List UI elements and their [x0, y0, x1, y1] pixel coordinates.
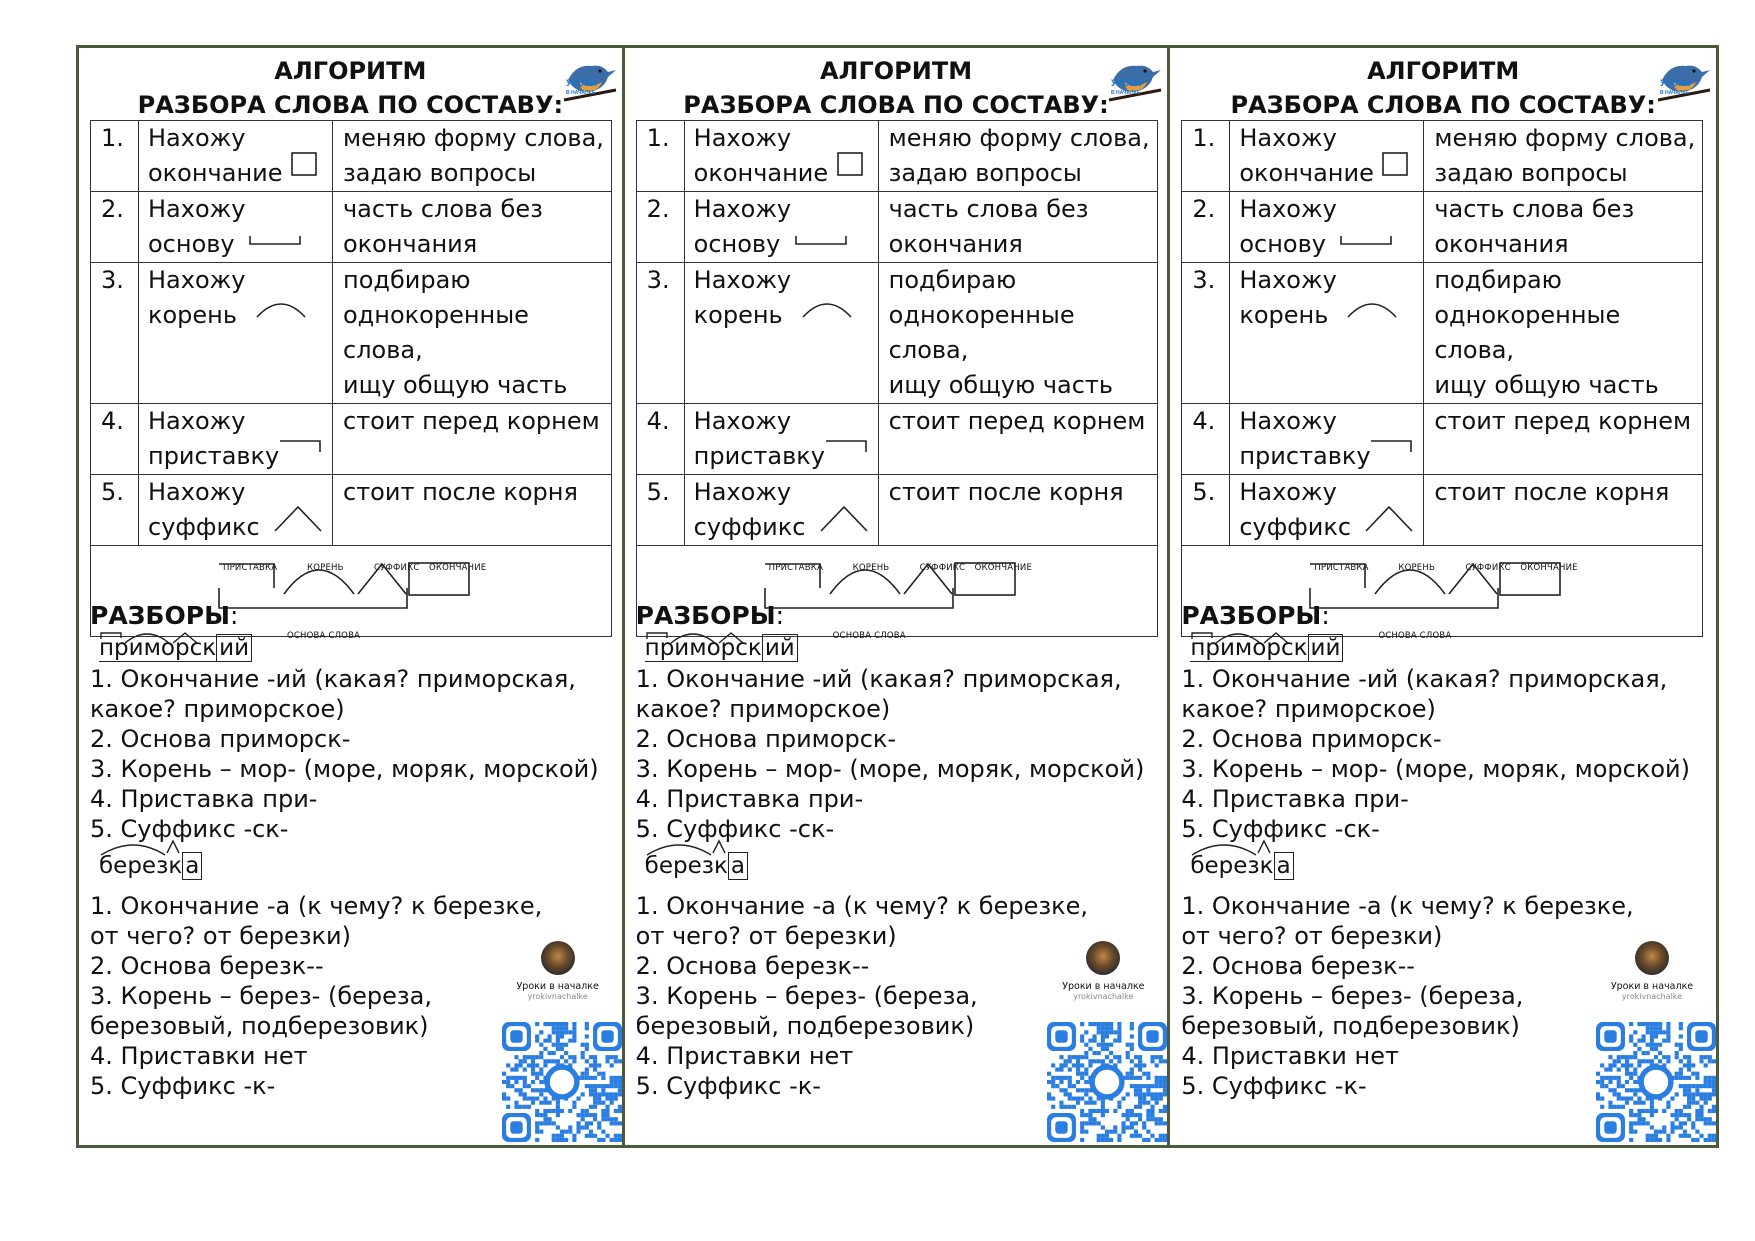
step-action-line: Нахожу	[693, 195, 792, 223]
step-row	[636, 404, 1157, 475]
word1-parsed	[645, 635, 798, 661]
step-action	[1230, 475, 1424, 546]
analysis-line: какое? приморское)	[1181, 695, 1436, 723]
logo-text: УРОКИ	[565, 78, 597, 88]
step-action-line: окончание	[693, 159, 829, 187]
schema-label-ending: ОКОНЧАНИЕ	[974, 563, 1033, 573]
prefix-corner-icon	[1369, 438, 1415, 458]
title-line-2: РАЗБОРА СЛОВА ПО СОСТАВУ:	[137, 91, 564, 119]
step-action-line: Нахожу	[693, 124, 792, 152]
step-action-line: Нахожу	[148, 195, 246, 223]
step-number: 3.	[1182, 263, 1230, 404]
step-action-line: Нахожу	[148, 478, 246, 506]
avatar	[541, 941, 575, 975]
step-description-line: стоит перед корнем	[888, 407, 1146, 435]
qr-code-icon[interactable]	[1047, 1022, 1167, 1142]
algorithm-table	[1181, 120, 1703, 641]
schema-label-stem: ОСНОВА СЛОВА	[1378, 631, 1452, 641]
step-description	[1424, 404, 1703, 475]
step-description-line: меняю форму слова,	[1434, 124, 1696, 152]
ending-box-icon	[836, 151, 866, 179]
step-action-line: Нахожу	[693, 407, 792, 435]
root-arc-icon	[254, 297, 308, 321]
step-action	[139, 404, 333, 475]
analysis-line: 1. Окончание -а (к чему? к березке,	[1181, 892, 1634, 920]
step-number: 2.	[91, 192, 139, 263]
step-action-line: Нахожу	[1239, 195, 1337, 223]
word2-parsed	[1190, 853, 1293, 879]
analysis-line: 1. Окончание -а (к чему? к березке,	[635, 892, 1088, 920]
schema-label-stem: ОСНОВА СЛОВА	[832, 631, 906, 641]
qr-code-icon[interactable]	[502, 1022, 622, 1142]
schema-label-suffix: СУФФИКС	[374, 563, 420, 573]
word1-stem: приморск	[99, 635, 217, 661]
step-row	[91, 404, 612, 475]
analysis-line: 2. Основа приморск-	[1181, 725, 1442, 753]
step-description	[333, 475, 612, 546]
step-description	[333, 263, 612, 404]
word2-ending: а	[728, 852, 748, 880]
step-action-line: Нахожу	[1239, 407, 1337, 435]
word1-analysis	[636, 664, 1145, 844]
word1-stem: приморск	[644, 635, 762, 661]
word2-marks-icon	[1190, 837, 1300, 859]
ending-box-icon	[1381, 151, 1411, 179]
step-action-line: Нахожу	[148, 124, 246, 152]
step-action	[139, 192, 333, 263]
step-number: 4.	[636, 404, 684, 475]
title-line-2: РАЗБОРА СЛОВА ПО СОСТАВУ:	[683, 91, 1109, 119]
step-description-line: окончания	[1434, 230, 1569, 258]
step-description-line: стоит после корня	[888, 478, 1124, 506]
word2-ending: а	[182, 852, 202, 880]
step-description-line: окончания	[888, 230, 1023, 258]
analysis-line: 3. Корень – мор- (море, моряк, морской)	[90, 755, 599, 783]
step-description	[1424, 192, 1703, 263]
step-description-line: меняю форму слова,	[343, 124, 604, 152]
step-number: 2.	[1182, 192, 1230, 263]
analysis-line: от чего? от березки)	[90, 922, 351, 950]
suffix-caret-icon	[818, 503, 870, 535]
step-row	[1182, 475, 1703, 546]
step-action-line: окончание	[148, 159, 283, 187]
analysis-line: 1. Окончание -ий (какая? приморская,	[635, 665, 1122, 693]
schema-label-suffix: СУФФИКС	[919, 563, 966, 573]
word1-analysis	[90, 664, 599, 844]
schema-label-root: КОРЕНЬ	[852, 563, 890, 573]
stem-bracket-icon	[248, 232, 304, 250]
step-action	[139, 263, 333, 404]
step-row	[636, 121, 1157, 192]
step-description-line: ищу общую часть	[1434, 371, 1659, 399]
analysis-line: 3. Корень – берез- (береза,	[635, 982, 978, 1010]
step-action-line: суффикс	[1239, 513, 1352, 541]
analysis-line: 5. Суффикс -к-	[1181, 1072, 1367, 1100]
suffix-caret-icon	[1363, 503, 1415, 535]
word2-stem: березк	[1190, 853, 1274, 879]
promo-handle: yrokivnachalke	[1621, 992, 1683, 1001]
word1-ending: ий	[1308, 634, 1344, 662]
step-action-line: Нахожу	[1239, 478, 1337, 506]
word1-marks-icon	[1190, 629, 1330, 645]
logo-subtext: В НАЧАЛКЕ	[1660, 90, 1689, 96]
analysis-line: 5. Суффикс -ск-	[90, 815, 289, 843]
card-title	[79, 54, 622, 122]
step-row	[1182, 263, 1703, 404]
analysis-line: березовый, подберезовик)	[90, 1012, 429, 1040]
avatar	[1635, 941, 1669, 975]
analysis-line: от чего? от березки)	[1181, 922, 1443, 950]
word2-parsed	[645, 853, 748, 879]
step-description	[333, 121, 612, 192]
step-action-line: корень	[1239, 301, 1329, 329]
step-number: 5.	[636, 475, 684, 546]
word2-stem: березк	[99, 853, 183, 879]
analysis-line: 5. Суффикс -ск-	[635, 815, 835, 843]
step-description	[878, 121, 1157, 192]
word1-marks-icon	[645, 629, 785, 645]
step-description	[1424, 121, 1703, 192]
step-description-line: стоит перед корнем	[343, 407, 600, 435]
step-number: 3.	[91, 263, 139, 404]
analysis-line: 5. Суффикс -к-	[635, 1072, 821, 1100]
prefix-corner-icon	[278, 438, 324, 458]
step-number: 3.	[636, 263, 684, 404]
step-row	[91, 263, 612, 404]
step-row	[636, 475, 1157, 546]
analysis-line: 5. Суффикс -к-	[90, 1072, 276, 1100]
step-action-line: основу	[693, 230, 781, 258]
step-action-line: приставку	[148, 442, 280, 470]
step-action-line: корень	[693, 301, 783, 329]
analysis-line: 3. Корень – мор- (море, моряк, морской)	[635, 755, 1145, 783]
bird-logo-icon	[558, 50, 618, 110]
title-line-1: АЛГОРИТМ	[819, 57, 973, 85]
analysis-line: 4. Приставки нет	[90, 1042, 308, 1070]
sheet	[76, 45, 1719, 1148]
stem-bracket-icon	[794, 232, 850, 250]
step-action	[684, 404, 878, 475]
schema-label-root: КОРЕНЬ	[1398, 563, 1435, 573]
analysis-line: 1. Окончание -ий (какая? приморская,	[1181, 665, 1668, 693]
step-number: 1.	[1182, 121, 1230, 192]
bird-logo-icon	[1652, 50, 1712, 110]
step-row	[1182, 192, 1703, 263]
step-row	[636, 263, 1157, 404]
step-action-line: Нахожу	[693, 266, 792, 294]
title-line-2: РАЗБОРА СЛОВА ПО СОСТАВУ:	[1230, 91, 1656, 119]
word2-marks-icon	[99, 837, 209, 859]
qr-code-icon[interactable]	[1596, 1022, 1716, 1142]
step-action	[1230, 263, 1424, 404]
suffix-caret-icon	[272, 503, 324, 535]
step-action	[1230, 192, 1424, 263]
analysis-line: 2. Основа приморск-	[90, 725, 351, 753]
ending-box-icon	[290, 151, 320, 179]
step-description	[878, 404, 1157, 475]
word1-parsed	[99, 635, 252, 661]
algorithm-table	[90, 120, 612, 641]
word1-ending: ий	[216, 634, 252, 662]
schema-label-root: КОРЕНЬ	[307, 563, 344, 573]
card-2	[625, 48, 1171, 1145]
word1-marks-icon	[99, 629, 239, 645]
analysis-line: 2. Основа березк--	[635, 952, 870, 980]
schema-label-prefix: ПРИСТАВКА	[768, 563, 823, 573]
analysis-line: 5. Суффикс -ск-	[1181, 815, 1380, 843]
logo-text: УРОКИ	[1660, 78, 1691, 88]
step-description-line: подбираю	[1434, 266, 1562, 294]
step-description-line: стоит после корня	[1434, 478, 1670, 506]
step-action	[684, 121, 878, 192]
word2-stem: березк	[644, 853, 728, 879]
step-description-line: подбираю	[888, 266, 1017, 294]
step-action-line: основу	[148, 230, 235, 258]
promo-block	[1588, 941, 1716, 1146]
word2-analysis	[1181, 891, 1633, 1101]
analysis-line: березовый, подберезовик)	[635, 1012, 975, 1040]
analysis-line: 2. Основа березк--	[1181, 952, 1415, 980]
step-action	[684, 263, 878, 404]
step-row	[1182, 404, 1703, 475]
schema-label-prefix: ПРИСТАВКА	[1314, 563, 1369, 573]
word1-analysis	[1181, 664, 1690, 844]
card-title	[625, 54, 1168, 122]
analysis-line: 2. Основа березк--	[90, 952, 324, 980]
step-action-line: основу	[1239, 230, 1326, 258]
razbory-heading: РАЗБОРЫ:	[635, 601, 785, 630]
step-number: 5.	[1182, 475, 1230, 546]
promo-block	[494, 941, 622, 1146]
step-row	[91, 475, 612, 546]
step-description	[333, 192, 612, 263]
step-row	[1182, 121, 1703, 192]
step-description-line: стоит перед корнем	[1434, 407, 1692, 435]
algorithm-table	[636, 120, 1158, 641]
step-action-line: Нахожу	[1239, 124, 1337, 152]
step-number: 1.	[636, 121, 684, 192]
steps-body	[1182, 121, 1703, 641]
analysis-line: 4. Приставка при-	[1181, 785, 1409, 813]
analysis-line: 1. Окончание -а (к чему? к березке,	[90, 892, 543, 920]
step-action	[139, 475, 333, 546]
step-description	[878, 263, 1157, 404]
step-description-line: часть слова без	[1434, 195, 1635, 223]
step-action	[1230, 404, 1424, 475]
step-action-line: Нахожу	[148, 266, 246, 294]
step-description	[878, 192, 1157, 263]
step-action	[684, 192, 878, 263]
word2-analysis	[90, 891, 542, 1101]
step-action-line: Нахожу	[148, 407, 246, 435]
step-description-line: ищу общую часть	[888, 371, 1114, 399]
analysis-line: 1. Окончание -ий (какая? приморская,	[90, 665, 576, 693]
word1-stem: приморск	[1190, 635, 1308, 661]
analysis-line: от чего? от березки)	[635, 922, 897, 950]
word2-analysis	[636, 891, 1088, 1101]
step-number: 1.	[91, 121, 139, 192]
promo-name: Уроки в началке	[1610, 981, 1694, 992]
promo-name: Уроки в началке	[516, 981, 599, 992]
root-arc-icon	[800, 297, 854, 321]
step-description-line: ищу общую часть	[343, 371, 568, 399]
schema-label-suffix: СУФФИКС	[1465, 563, 1511, 573]
step-action-line: суффикс	[693, 513, 806, 541]
step-description-line: часть слова без	[888, 195, 1089, 223]
analysis-line: березовый, подберезовик)	[1181, 1012, 1520, 1040]
word2-ending: а	[1274, 852, 1294, 880]
step-description-line: задаю вопросы	[888, 159, 1082, 187]
step-number: 4.	[91, 404, 139, 475]
step-description-line: подбираю	[343, 266, 471, 294]
analysis-line: какое? приморское)	[635, 695, 891, 723]
word1-parsed	[1190, 635, 1343, 661]
step-number: 4.	[1182, 404, 1230, 475]
step-description	[878, 475, 1157, 546]
analysis-line: 3. Корень – берез- (береза,	[1181, 982, 1524, 1010]
step-action	[139, 121, 333, 192]
steps-body	[636, 121, 1157, 641]
bird-logo-icon	[1103, 50, 1163, 110]
analysis-line: 3. Корень – берез- (береза,	[90, 982, 432, 1010]
step-description	[333, 404, 612, 475]
card-title	[1170, 54, 1716, 122]
logo-subtext: В НАЧАЛКЕ	[565, 90, 595, 96]
step-description-line: однокоренные слова,	[1434, 301, 1621, 364]
step-number: 2.	[636, 192, 684, 263]
step-action-line: приставку	[1239, 442, 1371, 470]
word2-marks-icon	[645, 837, 755, 859]
step-description-line: стоит после корня	[343, 478, 578, 506]
step-row	[91, 121, 612, 192]
step-action-line: корень	[148, 301, 238, 329]
analysis-line: 4. Приставка при-	[90, 785, 318, 813]
logo-text: УРОКИ	[1111, 78, 1142, 88]
step-action-line: Нахожу	[693, 478, 792, 506]
razbory-heading: РАЗБОРЫ:	[90, 601, 239, 630]
step-description-line: задаю вопросы	[1434, 159, 1628, 187]
avatar	[1086, 941, 1120, 975]
step-description-line: часть слова без	[343, 195, 543, 223]
prefix-corner-icon	[824, 438, 870, 458]
step-action-line: окончание	[1239, 159, 1374, 187]
step-action-line: приставку	[693, 442, 825, 470]
step-description-line: задаю вопросы	[343, 159, 537, 187]
word1-ending: ий	[762, 634, 798, 662]
title-line-1: АЛГОРИТМ	[1367, 57, 1520, 85]
analysis-line: 4. Приставка при-	[635, 785, 864, 813]
step-description	[1424, 263, 1703, 404]
step-action	[1230, 121, 1424, 192]
razbory-heading: РАЗБОРЫ:	[1181, 601, 1330, 630]
title-line-1: АЛГОРИТМ	[274, 57, 427, 85]
step-row	[91, 192, 612, 263]
root-arc-icon	[1345, 297, 1399, 321]
step-description-line: однокоренные слова,	[343, 301, 529, 364]
step-action-line: суффикс	[148, 513, 260, 541]
schema-label-ending: ОКОНЧАНИЕ	[429, 563, 487, 573]
promo-name: Уроки в началке	[1062, 981, 1145, 992]
step-description-line: меняю форму слова,	[888, 124, 1150, 152]
step-action	[684, 475, 878, 546]
steps-body	[91, 121, 612, 641]
analysis-line: 3. Корень – мор- (море, моряк, морской)	[1181, 755, 1690, 783]
logo-subtext: В НАЧАЛКЕ	[1111, 90, 1141, 96]
promo-handle: yrokivnachalke	[527, 992, 588, 1001]
step-row	[636, 192, 1157, 263]
step-description	[1424, 475, 1703, 546]
step-description-line: окончания	[343, 230, 478, 258]
promo-handle: yrokivnachalke	[1073, 992, 1134, 1001]
schema-label-prefix: ПРИСТАВКА	[223, 563, 278, 573]
word2-parsed	[99, 853, 202, 879]
step-action-line: Нахожу	[1239, 266, 1337, 294]
analysis-line: 2. Основа приморск-	[635, 725, 897, 753]
promo-block	[1039, 941, 1167, 1146]
schema-label-ending: ОКОНЧАНИЕ	[1520, 563, 1578, 573]
analysis-line: какое? приморское)	[90, 695, 345, 723]
step-description-line: однокоренные слова,	[888, 301, 1075, 364]
schema-label-stem: ОСНОВА СЛОВА	[287, 631, 361, 641]
card-1	[79, 48, 625, 1145]
step-number: 5.	[91, 475, 139, 546]
stem-bracket-icon	[1339, 232, 1395, 250]
analysis-line: 4. Приставки нет	[635, 1042, 854, 1070]
card-3	[1170, 48, 1716, 1145]
analysis-line: 4. Приставки нет	[1181, 1042, 1399, 1070]
